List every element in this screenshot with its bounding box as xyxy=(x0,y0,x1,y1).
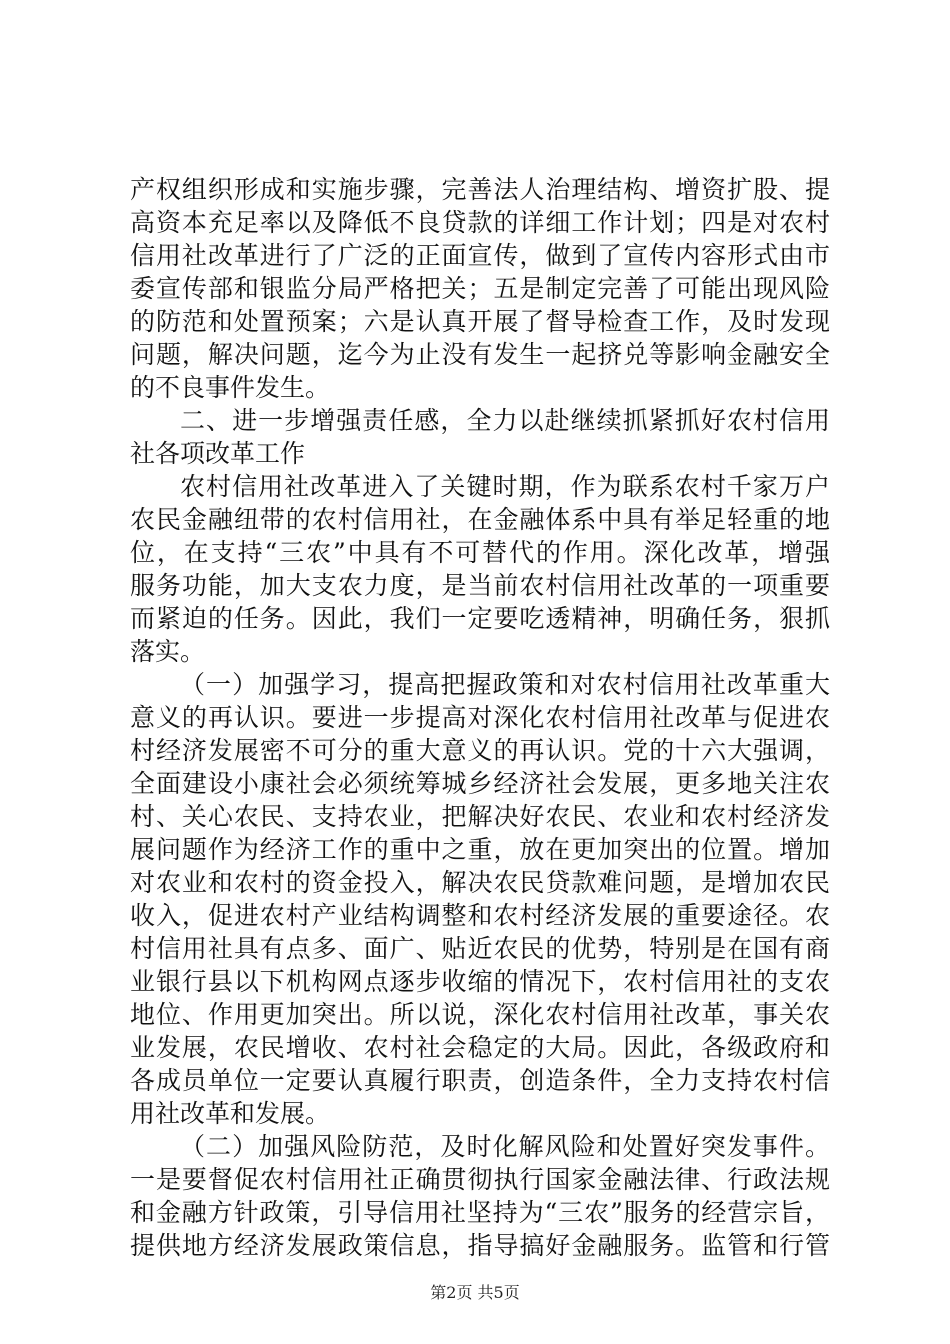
text-line: 各成员单位一定要认真履行职责，创造条件，全力支持农村信 xyxy=(130,1066,830,1095)
text-line: 村经济发展密不可分的重大意义的再认识。党的十六大强调， xyxy=(130,736,830,765)
text-line: 产权组织形成和实施步骤，完善法人治理结构、增资扩股、提 xyxy=(130,175,830,204)
text-line: 提供地方经济发展政策信息，指导搞好金融服务。监管和行管 xyxy=(130,1231,830,1260)
text-line: 位，在支持“三农”中具有不可替代的作用。深化改革，增强 xyxy=(130,538,830,567)
text-line: 信用社改革进行了广泛的正面宣传，做到了宣传内容形式由市 xyxy=(130,241,830,270)
text-line: 业银行县以下机构网点逐步收缩的情况下，农村信用社的支农 xyxy=(130,967,830,996)
text-line: 地位、作用更加突出。所以说，深化农村信用社改革，事关农 xyxy=(130,1000,830,1029)
text-line: 的防范和处置预案；六是认真开展了督导检查工作，及时发现 xyxy=(130,307,830,336)
body-text xyxy=(130,173,830,1262)
text-line: 服务功能，加大支农力度，是当前农村信用社改革的一项重要 xyxy=(130,571,830,600)
text-line: 村信用社具有点多、面广、贴近农民的优势，特别是在国有商 xyxy=(130,934,830,963)
text-line: 问题，解决问题，迄今为止没有发生一起挤兑等影响金融安全 xyxy=(130,340,830,369)
text-line: 而紧迫的任务。因此，我们一定要吃透精神，明确任务，狠抓 xyxy=(130,604,830,633)
text-line: 农村信用社改革进入了关键时期，作为联系农村千家万户 xyxy=(180,472,830,501)
text-line: 展问题作为经济工作的重中之重，放在更加突出的位置。增加 xyxy=(130,835,830,864)
page-number-footer: 第2页 共5页 xyxy=(430,1283,520,1302)
subsection-heading: （一）加强学习，提高把握政策和对农村信用社改革重大 xyxy=(180,670,830,699)
text-line: 一是要督促农村信用社正确贯彻执行国家金融法律、行政法规 xyxy=(130,1165,830,1194)
subsection-heading: （二）加强风险防范，及时化解风险和处置好突发事件。 xyxy=(180,1132,830,1161)
text-line: 收入，促进农村产业结构调整和农村经济发展的重要途径。农 xyxy=(130,901,830,930)
section-heading: 二、进一步增强责任感，全力以赴继续抓紧抓好农村信用 xyxy=(180,406,830,435)
text-line: 和金融方针政策，引导信用社坚持为“三农”服务的经营宗旨， xyxy=(130,1198,830,1227)
text-line: 用社改革和发展。 xyxy=(130,1099,331,1128)
text-line: 委宣传部和银监分局严格把关；五是制定完善了可能出现风险 xyxy=(130,274,830,303)
text-line: 落实。 xyxy=(130,637,206,666)
section-heading-cont: 社各项改革工作 xyxy=(130,439,306,468)
text-line: 的不良事件发生。 xyxy=(130,373,331,402)
text-line: 业发展，农民增收、农村社会稳定的大局。因此，各级政府和 xyxy=(130,1033,830,1062)
text-line: 意义的再认识。要进一步提高对深化农村信用社改革与促进农 xyxy=(130,703,830,732)
text-line: 对农业和农村的资金投入，解决农民贷款难问题，是增加农民 xyxy=(130,868,830,897)
text-line: 农民金融纽带的农村信用社，在金融体系中具有举足轻重的地 xyxy=(130,505,830,534)
text-line: 村、关心农民、支持农业，把解决好农民、农业和农村经济发 xyxy=(130,802,830,831)
text-line: 高资本充足率以及降低不良贷款的详细工作计划；四是对农村 xyxy=(130,208,830,237)
text-line: 全面建设小康社会必须统筹城乡经济社会发展，更多地关注农 xyxy=(130,769,830,798)
